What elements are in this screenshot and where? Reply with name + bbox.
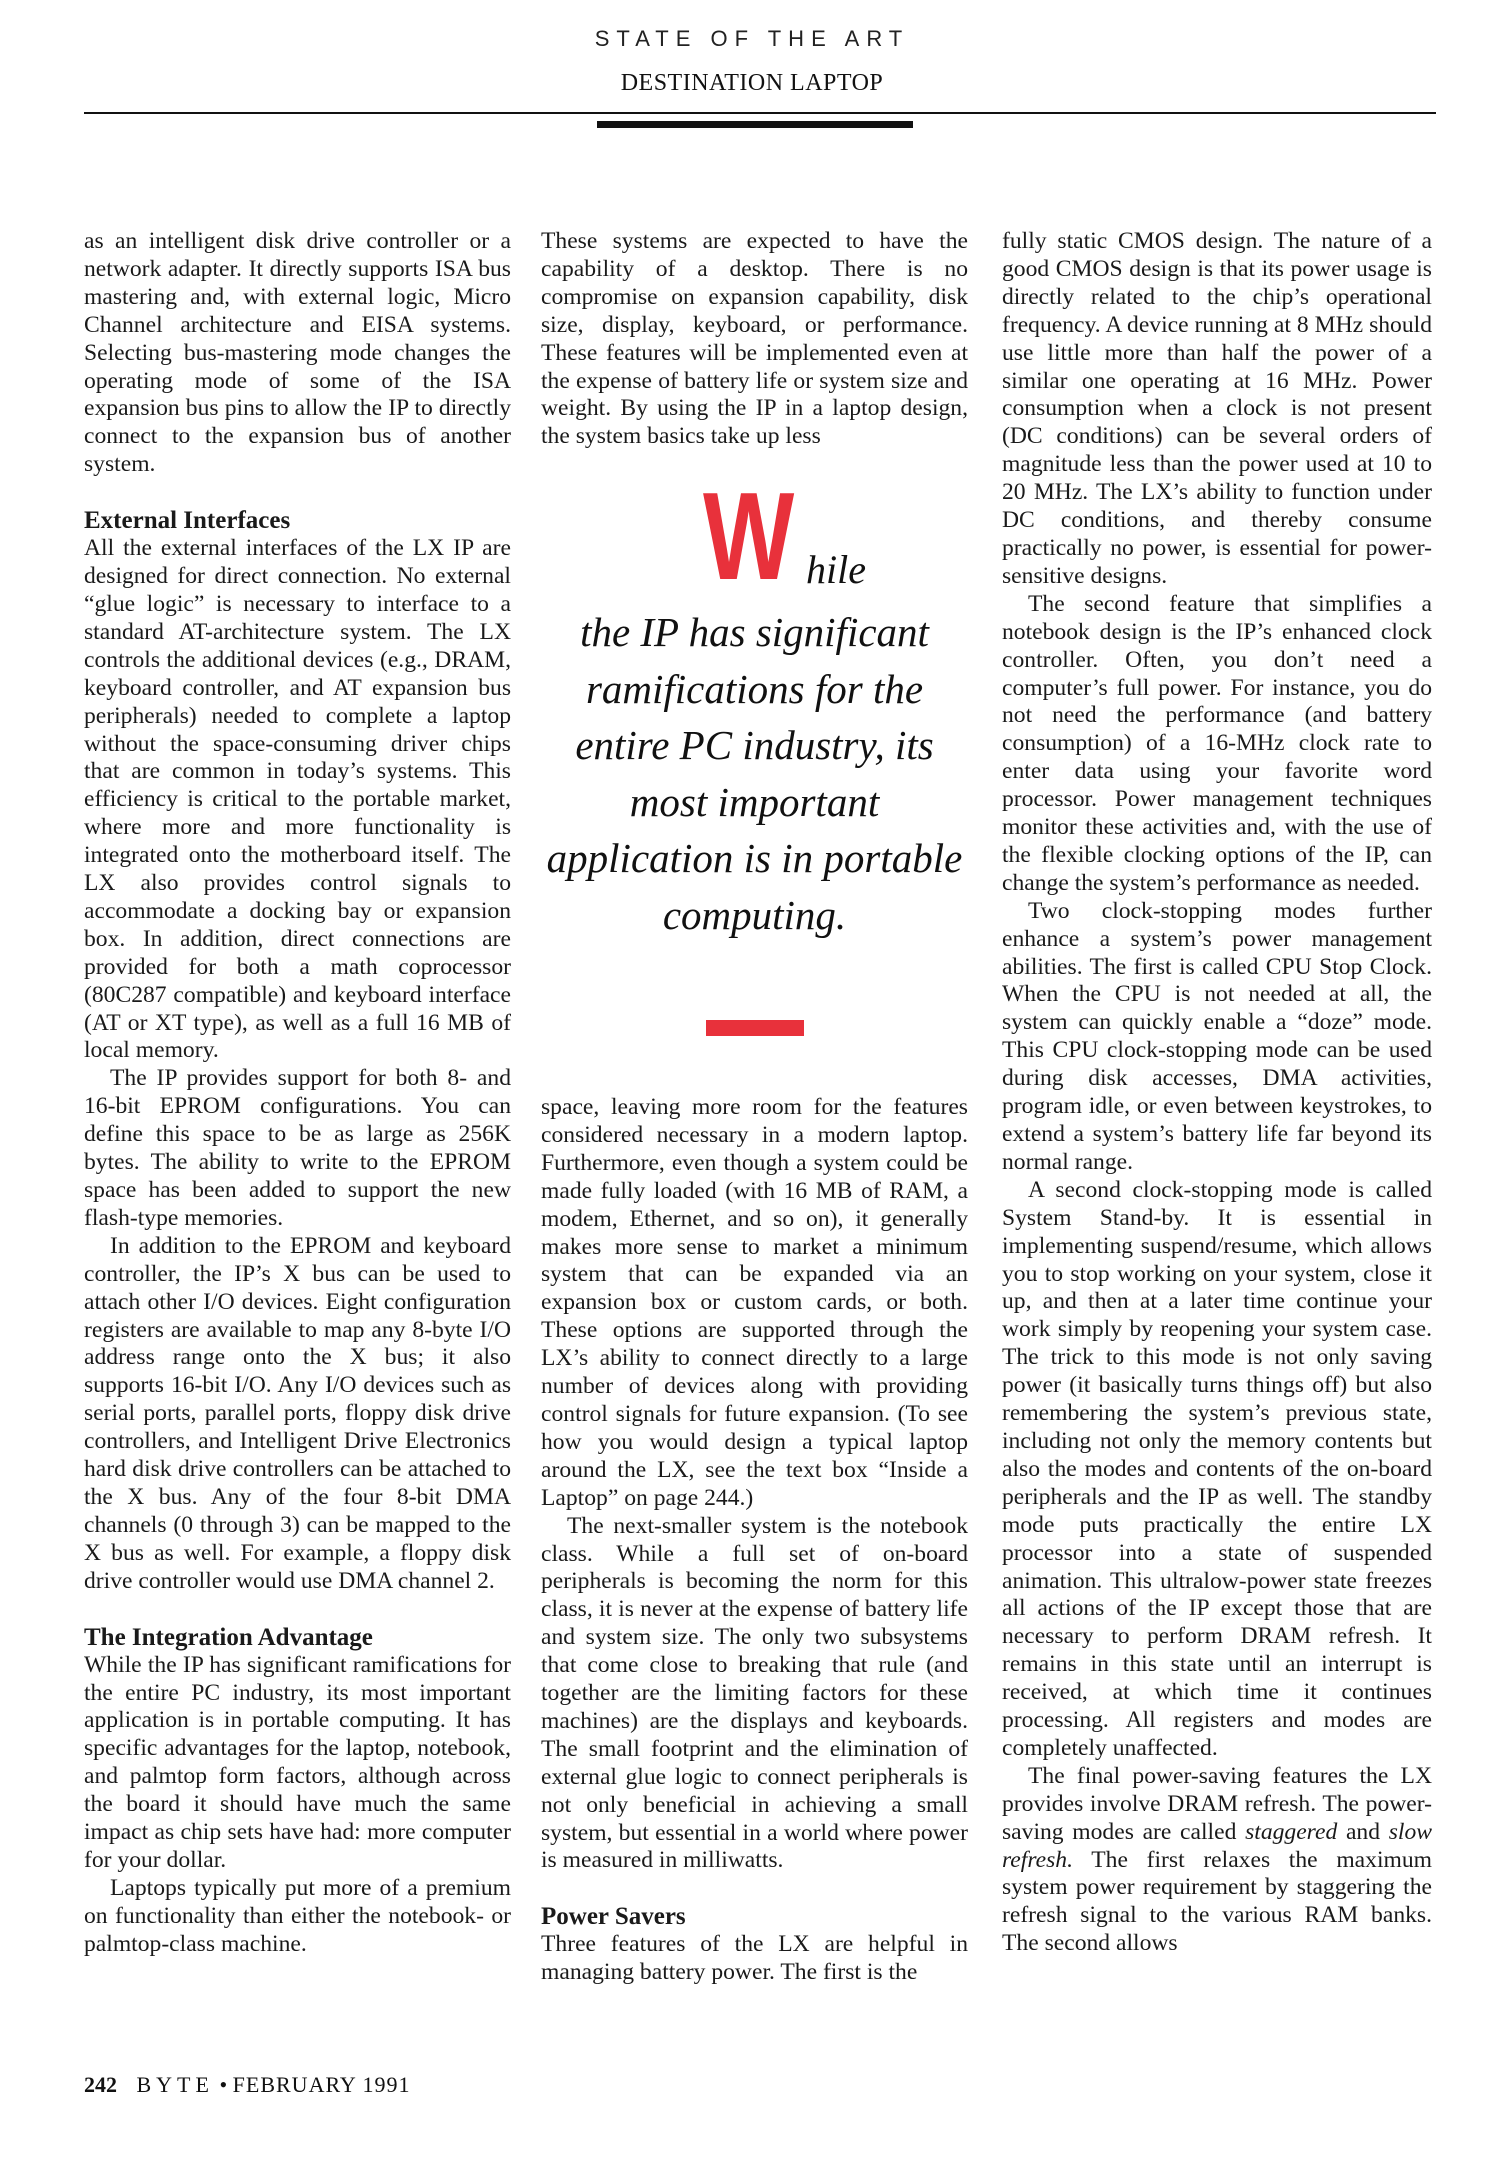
paragraph: These systems are expected to have the capability of a desktop. There is no compromise on expansion capability, disk size, display, keyboard, or performance. These features will be implemented even at the expense of battery life or system size and weight. By using the IP in a laptop design, the system basics take up less (541, 228, 968, 450)
paragraph: The next-smaller system is the notebook class. While a full set of on-board peripherals is becoming the norm for this class, it is never at the expense of battery life and system size. The only two subsystems that come close to breaking that rule (and together are the limiting factors for these machines) are the displays and keyboards. The small footprint and the elimination of external glue logic to connect peripherals is not only beneficial in achieving a small system, but essential in a world where power is measured in milliwatts. (541, 1512, 968, 1874)
page-footer (84, 2072, 410, 2098)
header-section-label: STATE OF THE ART (594, 26, 910, 51)
header-rule (84, 112, 1436, 114)
magazine-name: BYTE (136, 2072, 214, 2097)
paragraph (1002, 1763, 1432, 1958)
pull-quote-drop-letter: W (703, 468, 789, 606)
column-3 (1002, 228, 1432, 1958)
page-number: 242 (84, 2072, 117, 2097)
column-2-bottom (541, 1094, 968, 1987)
text-run: The final power-saving features the LX provides involve DRAM refresh. The power-saving modes are called (1002, 1762, 1432, 1845)
text-run: The first relaxes the maximum system power requirement by staggering the refresh signal to the various RAM banks. The second allows (1002, 1846, 1432, 1957)
paragraph: as an intelligent disk drive controller or a network adapter. It directly supports ISA bus mastering and, with external logic, Micro Channel architecture and EISA systems. Selecting bus-mastering mode changes the operating mode of some of the ISA expansion bus pins to allow the IP to directly connect to the expansion bus of another system. (84, 228, 511, 478)
paragraph: space, leaving more room for the features considered necessary in a modern laptop. Furthermore, even though a system could be made fully loaded (with 16 MB of RAM, a modem, Ethernet, and so on), it generally makes more sense to market a minimum system that can be expanded via an expansion box or custom cards, or both. These options are supported through the LX’s ability to connect directly to a large number of devices along with providing control signals for future expansion. (To see how you would design a typical laptop around the LX, see the text box “Inside a Laptop” on page 244.) (541, 1094, 968, 1511)
pull-quote-accent-bar (706, 1020, 804, 1036)
text-run: and (1337, 1818, 1389, 1845)
issue-date: FEBRUARY 1991 (232, 2072, 411, 2097)
paragraph: A second clock-stopping mode is called System Stand-by. It is essential in implementing suspend/resume, which allows you to stop working on your system, close it up, and then at a later time continue your work simply by reopening your system case. The trick to this mode is not only saving power (it basically turns things off) but also remembering the system’s previous state, including not only the memory contents but also the modes and contents of the on-board peripherals and the IP as well. The standby mode puts practically the entire LX processor into a state of suspended animation. This ultralow-power state freezes all actions of the IP except those that are necessary to perform DRAM refresh. It remains in this state until an interrupt is received, at which time it continues processing. All registers and modes are completely unaffected. (1002, 1176, 1432, 1761)
pull-quote-text: the IP has significant ramifications for the entire PC industry, its most important application is in portable computing. (546, 609, 963, 938)
footer-separator: • (219, 2072, 228, 2097)
paragraph: Two clock-stopping modes further enhance a system’s power management abilities. The first is called CPU Stop Clock. When the CPU is not needed at all, the system can quickly enable a “doze” mode. This CPU clock-stopping mode can be used during disk accesses, DMA activities, program idle, or even between keystrokes, to extend a system’s battery life far beyond its normal range. (1002, 897, 1432, 1175)
paragraph: The second feature that simplifies a notebook design is the IP’s enhanced clock controller. Often, you don’t need a computer’s full power. For instance, you do not need the performance (and battery consumption) of a 16-MHz clock rate to enter data using your favorite word processor. Power management techniques monitor these activities and, with the use of the flexible clocking options of the IP, can change the system’s performance as needed. (1002, 590, 1432, 896)
section-heading: External Interfaces (84, 507, 291, 535)
paragraph: In addition to the EPROM and keyboard controller, the IP’s X bus can be used to attach other I/O devices. Eight configuration registers are available to map any 8-byte I/O address range onto the X bus; it also supports 16-bit I/O. Any I/O devices such as serial ports, parallel ports, floppy disk drive controllers, and Intelligent Drive Electronics hard disk drive controllers can be attached to the X bus. Any of the four 8-bit DMA channels (0 through 3) can be mapped to the X bus as well. For example, a floppy disk drive controller would use DMA channel 2. (84, 1232, 511, 1594)
paragraph: All the external interfaces of the LX IP are designed for direct connection. No external “glue logic” is necessary to interface to a standard AT-architecture system. The LX controls the additional devices (e.g., DRAM, keyboard controller, and AT expansion bus peripherals) needed to complete a laptop without the space-consuming driver chips that are common in today’s systems. This efficiency is critical to the portable market, where more and more functionality is integrated onto the motherboard itself. The LX also provides control signals to accommodate a docking bay or expansion box. In addition, direct connections are provided for both a math coprocessor (80C287 compatible) and keyboard interface (AT or XT type), as well as a full 16 MB of local memory. (84, 535, 511, 1064)
header-accent-bar (597, 121, 913, 128)
emphasis-term: slow refresh. (1002, 1818, 1432, 1873)
pull-quote-first-word: hile (806, 547, 866, 592)
pull-quote (541, 468, 968, 1038)
column-1 (84, 228, 511, 1959)
paragraph: While the IP has significant ramifications for the entire PC industry, its most important application is in portable computing. It has specific advantages for the laptop, notebook, and palmtop form factors, although across the board it should have much the same impact as chip sets have had: more computer for your dollar. (84, 1651, 511, 1873)
column-2-top (541, 228, 968, 451)
paragraph: fully static CMOS design. The nature of a good CMOS design is that its power usage is directly related to the chip’s operational frequency. A device running at 8 MHz should use little more than half the power of a similar one operating at 16 MHz. Power consumption when a clock is not present (DC conditions) can be several orders of magnitude less than the power used at 10 to 20 MHz. The LX’s ability to function under DC conditions, and thereby consume practically no power, is essential for power-sensitive designs. (1002, 228, 1432, 589)
section-heading: Power Savers (541, 1903, 686, 1931)
paragraph: The IP provides support for both 8- and 16-bit EPROM configurations. You can define this space to be as large as 256K bytes. The ability to write to the EPROM space has been added to support the new flash-type memories. (84, 1065, 511, 1231)
header-article-title: DESTINATION LAPTOP (620, 70, 884, 96)
emphasis-term: staggered (1245, 1818, 1338, 1845)
paragraph: Laptops typically put more of a premium on functionality than either the notebook- or palmtop-class machine. (84, 1874, 511, 1957)
section-heading: The Integration Advantage (84, 1623, 373, 1651)
paragraph: Three features of the LX are helpful in managing battery power. The first is the (541, 1931, 968, 1986)
